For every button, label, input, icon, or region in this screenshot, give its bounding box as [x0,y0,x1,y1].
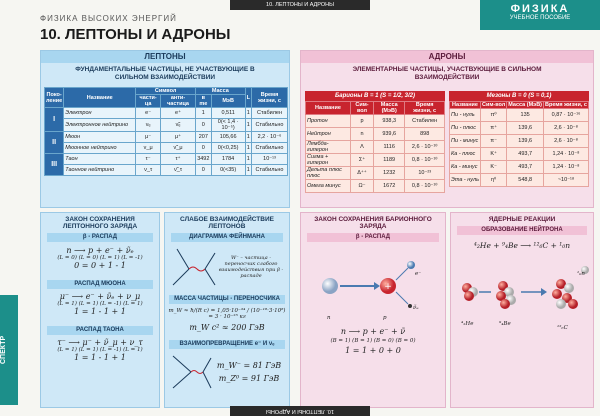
he-label: ⁴₂He [461,321,474,327]
muon-lepton-charges: (L = 1) (L = 1) (L = -1) (L = 1) [57,301,143,307]
hadrons-subtitle: ЭЛЕМЕНТАРНЫЕ ЧАСТИЦЫ, УЧАСТВУЮЩИЕ В СИЛЬНОМ ВЗАИМОДЕЙСТВИИ [352,66,542,81]
table-row [306,141,445,154]
lepton-name: Таонное нейтрино [64,165,136,176]
baryon-name: Нейтрон [306,128,351,141]
brand-title: ФИЗИКА [510,3,570,15]
meson-mass: 139,6 [507,122,544,135]
col-particle: части-ца [136,95,161,108]
c-label: ¹²₆C [557,325,568,331]
baryon-life: 0,8 · 10⁻¹⁰ [405,154,445,167]
weak-panel [164,212,290,408]
lepton-me: 0 [195,165,211,176]
baryon-life: 898 [405,128,445,141]
muon-decay-header: РАСПАД МЮОНА [47,280,153,289]
lepton-name: Мюонное нейтрино [64,143,136,154]
lepton-symbol: νₑ [136,119,161,132]
leptons-table [44,87,288,176]
mesons-title: Мезоны B = 0 (S = 0,1) [449,91,589,101]
table-row [450,109,589,122]
meson-mass: 493,7 [507,148,544,161]
tau-sum: 1 = 1 - 1 + 1 [74,353,126,362]
baryon-formula: n ⟶ p + e⁻ + ν̃ [340,327,406,336]
col-mass: Масса (МэВ) [374,102,405,115]
baryon-sym: Σ⁺ [350,154,373,167]
col-anti: анти-частица [161,95,196,108]
baryon-sym: p [350,115,373,128]
meson-mass: 135 [507,109,544,122]
meson-life: 0,87 · 10⁻¹⁶ [544,109,589,122]
carrier-mass-header: МАССА ЧАСТИЦЫ - ПЕРЕНОСЧИКА [169,295,285,304]
baryon-mass: 1189 [374,154,405,167]
lepton-life: Стабильно [252,119,288,132]
baryon-name: Лямбда-гиперон [306,141,351,154]
z-mass: m_Z⁰ = 91 ГэВ [218,374,280,383]
table-row [45,165,288,176]
carrier-mass-result: m_W c² ≈ 200 ГэВ [189,323,265,332]
lepton-name: Электронное нейтрино [64,119,136,132]
table-row [450,148,589,161]
hadrons-panel [300,50,594,208]
tau-lepton-charges: (L = 1) (L = 1) (L = -1) (L = 1) [57,347,143,353]
baryon-beta-header: β - РАСПАД [307,233,439,242]
col-life: Время жизни, с [405,102,445,115]
lepton-mev: 0(<0,25) [211,143,245,154]
col-life: Время жизни, с [545,102,587,108]
col-mass: Масса [195,88,245,95]
hadrons-header: АДРОНЫ [301,51,593,63]
baryon-law-title: ЗАКОН СОХРАНЕНИЯ БАРИОННОГО ЗАРЯДА [314,216,432,230]
baryons-title: Барионы B = 1 (S = 1/2, 3/2) [305,91,445,101]
meson-mass: 493,7 [507,161,544,174]
gen-label: II [45,132,64,154]
nuclear-title: ЯДЕРНЫЕ РЕАКЦИИ [488,216,556,223]
baryon-sym: Δ⁺⁺ [350,167,373,180]
lepton-law-panel [40,212,160,408]
brand-subtitle: УЧЕБНОЕ ПОСОБИЕ [509,15,571,21]
col-name: Название [306,102,351,115]
table-row [306,154,445,167]
meson-life: 2,6 · 10⁻⁸ [544,135,589,148]
baryon-sym: Ω⁻ [350,180,373,193]
nuclear-reaction-diagram-icon [453,256,593,326]
weak-title: СЛАБОЕ ВЗАИМОДЕЙСТВИЕ ЛЕПТОНОВ [180,216,274,230]
meson-name: Пи - минус [450,135,481,148]
col-name: Название [450,102,481,109]
baryon-law-panel [300,212,446,408]
lepton-life: 10⁻¹³ [252,154,288,165]
leptons-header: ЛЕПТОНЫ [41,51,289,63]
col-life: Время жизни, с [252,88,288,108]
tau-formula: τ⁻ ⟶ μ⁻ + ν̃_μ + ν_τ [57,338,143,347]
leptons-subtitle: ФУНДАМЕНТАЛЬНЫЕ ЧАСТИЦЫ, НЕ УЧАСТВУЮЩИЕ В СИЛЬНОМ ВЗАИМОДЕЙСТВИИ [75,66,255,81]
baryon-decay-diagram-icon [304,246,444,316]
baryon-mass: 938,3 [374,115,405,128]
col-mev: МэВ [211,95,245,108]
label-e: e⁻ [415,271,422,277]
col-l: L [245,88,251,108]
lepton-l: 1 [245,143,251,154]
baryon-mass: 1116 [374,141,405,154]
baryon-sum: 1 = 1 + 0 + 0 [345,346,401,355]
baryon-mass: 939,6 [374,128,405,141]
publisher-sidebar: СПЕКТР [0,295,18,405]
feynman-header: ДИАГРАММА ФЕЙНМАНА [171,233,283,242]
lepton-anti: μ⁺ [161,132,196,143]
lepton-me: 207 [195,132,211,143]
lepton-life: Стабилен [252,108,288,119]
baryon-mass: 1672 [374,180,405,193]
beta-lepton-charges: (L = 0) (L = 0) (L = 1) (L = -1) [57,255,143,261]
lepton-symbol: μ⁻ [136,132,161,143]
meson-sym: π⁺ [481,122,507,135]
col-gen: Поко-ление [45,88,64,108]
label-nu: ν̃ₑ [413,305,419,311]
lepton-me: 0 [195,119,211,132]
carrier-mass-formula: m_W ≈ ħ/(R c) = 1,05·10⁻³⁴ / (10⁻¹⁸·3·10⁸) = 3 · 10⁻²⁵ кг [168,308,286,320]
baryon-name: Сигма + гиперон [306,154,351,167]
baryon-charges: (B = 1) (B = 1) (B = 0) (B = 0) [330,338,416,344]
svg-text:+: + [384,282,392,292]
gen-label: III [45,154,64,176]
lepton-mev: 105,66 [211,132,245,143]
table-row [306,180,445,193]
neutron-formation-header: ОБРАЗОВАНИЕ НЕЙТРОНА [457,226,587,235]
lepton-l: 1 [245,132,251,143]
tau-decay-header: РАСПАД ТАОНА [47,326,153,335]
brand-badge [480,0,600,30]
nuclear-formula: ⁴₂He + ⁹₄Be ⟶ ¹²₆C + ¹₀n [473,241,571,250]
baryon-life: 2,6 · 10⁻¹⁰ [405,141,445,154]
col-me: в me [195,95,211,108]
label-p: p [383,315,387,321]
lepton-anti: ν̃_μ [161,143,196,154]
bottom-strip: 10. ЛЕПТОНЫ И АДРОНЫ [230,406,370,416]
baryon-life: 10⁻²³ [405,167,445,180]
table-row [450,174,589,187]
lepton-l: 1 [245,154,251,165]
lepton-l: 1 [245,108,251,119]
muon-sum: 1 = 1 - 1 + 1 [74,307,126,316]
meson-life: ~10⁻¹⁸ [544,174,589,187]
feynman-note: W⁻ – частица - переносчик слабого взаимодействия при β - распаде [218,255,284,279]
baryon-life: 0,8 · 10⁻¹⁰ [405,180,445,193]
lepton-anti: e⁺ [161,108,196,119]
col-symbol: Символ [136,88,196,95]
gen-label: I [45,108,64,132]
beta-sum: 0 = 0 + 1 - 1 [74,261,126,270]
table-row [306,128,445,141]
lepton-l: 1 [245,119,251,132]
meson-name: Эта - нуль [450,174,481,187]
nuclear-panel [450,212,594,408]
baryon-name: Протон [306,115,351,128]
lepton-symbol: τ⁻ [136,154,161,165]
table-row [45,119,288,132]
meson-life: 1,24 · 10⁻⁸ [544,161,589,174]
lepton-me: 1 [195,108,211,119]
leptons-panel [40,50,290,208]
baryon-name: Омега минус [306,180,351,193]
lepton-mev: 0(< 1,4 · 10⁻⁵) [211,119,245,132]
lepton-mev: 0(<35) [211,165,245,176]
conversion-header: ВЗАИМОПРЕВРАЩЕНИЕ e⁻ И νₑ [169,340,285,349]
lepton-anti: ν̃ₑ [161,119,196,132]
baryon-mass: 1232 [374,167,405,180]
col-sym: Сим-вол [482,102,506,108]
lepton-symbol: ν_τ [136,165,161,176]
muon-formula: μ⁻ ⟶ e⁻ + ν̃ₑ + ν_μ [59,292,141,301]
lepton-anti: ν̃_τ [161,165,196,176]
lepton-me: 3492 [195,154,211,165]
lepton-mev: 0,511 [211,108,245,119]
lepton-anti: τ⁺ [161,154,196,165]
meson-sym: K⁺ [481,148,507,161]
meson-mass: 139,6 [507,135,544,148]
meson-life: 2,6 · 10⁻⁸ [544,122,589,135]
top-strip: 10. ЛЕПТОНЫ И АДРОНЫ [230,0,370,10]
table-row [45,154,288,165]
table-row [450,135,589,148]
feynman-diagram-icon [169,245,217,289]
lepton-law-title: ЗАКОН СОХРАНЕНИЯ ЛЕПТОННОГО ЗАРЯДА [62,216,138,230]
baryon-sym: Λ [350,141,373,154]
baryon-life: Стабилен [405,115,445,128]
lepton-me: 0 [195,143,211,154]
lepton-life: Стабильно [252,143,288,154]
lepton-name: Таон [64,154,136,165]
col-mass: Масса (МэВ) [508,102,543,108]
baryons-table [305,101,445,193]
table-row [45,108,288,119]
baryon-sym: n [350,128,373,141]
table-row [306,167,445,180]
subject-label: ФИЗИКА ВЫСОКИХ ЭНЕРГИЙ [40,14,177,23]
meson-life: 1,24 · 10⁻⁸ [544,148,589,161]
lepton-mev: 1784 [211,154,245,165]
lepton-name: Электрон [64,108,136,119]
meson-sym: η⁰ [481,174,507,187]
col-name: Название [64,88,136,108]
meson-sym: K⁻ [481,161,507,174]
be-label: ⁹₄Be [499,321,511,327]
baryon-name: Дельта плюс плюс [306,167,351,180]
meson-name: Ка - плюс [450,148,481,161]
meson-name: Пи - плюс [450,122,481,135]
lepton-life: Стабильно [252,165,288,176]
page-title: 10. ЛЕПТОНЫ И АДРОНЫ [40,26,231,43]
col-sym: Сим-вол [350,102,373,115]
n-label: ¹₀n [577,271,585,277]
beta-decay-header: β - РАСПАД [47,233,153,242]
table-row [45,132,288,143]
meson-sym: π⁰ [481,109,507,122]
lepton-symbol: ν_μ [136,143,161,154]
table-row [45,143,288,154]
table-row [306,115,445,128]
beta-formula: n ⟶ p + e⁻ + ν̃ₑ [66,246,134,255]
table-row [450,122,589,135]
mesons-table [449,101,589,187]
meson-name: Ка - минус [450,161,481,174]
lepton-symbol: e⁻ [136,108,161,119]
lepton-life: 2,2 · 10⁻⁶ [252,132,288,143]
meson-name: Пи - нуль [450,109,481,122]
lepton-name: Мюон [64,132,136,143]
w-mass: m_W⁻ = 81 ГэВ [216,361,282,370]
lepton-l: 1 [245,165,251,176]
meson-mass: 548,8 [507,174,544,187]
label-n: n [327,315,331,321]
conversion-diagram-icon [169,352,213,392]
table-row [450,161,589,174]
meson-sym: π⁻ [481,135,507,148]
